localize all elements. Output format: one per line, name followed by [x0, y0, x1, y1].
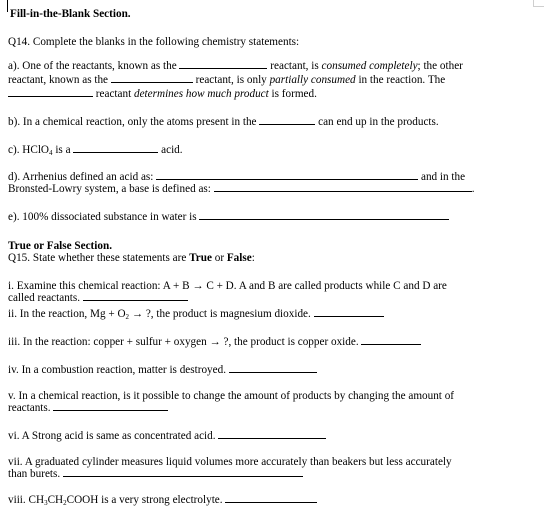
tf-v-line1: v. In a chemical reaction, is it possible to change the amount of products by changing the amount of: [8, 390, 455, 402]
blank-vi[interactable]: [218, 430, 326, 439]
tf-i-line1: i. Examine this chemical reaction: A + B → C + D. A and B are called products while C and D are: [8, 280, 447, 292]
q14-d-text: .: [471, 183, 475, 195]
tf-vi-text: vi. A Strong acid is same as concentrated acid.: [8, 430, 216, 442]
tf-section-title: True or False Section.: [8, 240, 112, 252]
q14-a-text: reactant, known as the: [8, 74, 109, 86]
q14-a-text: is formed.: [271, 88, 317, 100]
q15-text: or: [214, 252, 225, 264]
q14-a-line3: [8, 88, 528, 101]
tf-viii: [8, 494, 533, 507]
q14-a-italic: consumed completely: [321, 60, 418, 72]
page-corner: [533, 0, 544, 7]
q15-true: True: [189, 252, 212, 264]
q14-b-text: can end up in the products.: [318, 116, 439, 128]
q14-b: [8, 116, 528, 129]
blank-iii[interactable]: [361, 336, 421, 345]
q14-c: [8, 144, 528, 157]
q14-a-text: reactant, is only: [195, 74, 267, 86]
q14-d-text: d). Arrhenius defined an acid as:: [8, 171, 154, 183]
q14-a-text: ; the other: [417, 60, 463, 72]
blank-a1[interactable]: [179, 60, 267, 69]
q14-a-text: reactant, is: [270, 60, 319, 72]
tf-iii-text: iii. In the reaction: copper + sulfur + oxygen → ?, the product is copper oxide.: [8, 336, 359, 348]
q14-a-line1: [8, 60, 528, 73]
q14-e-text: e). 100% dissociated substance in water is: [8, 211, 197, 223]
tf-viii-text: CH: [47, 494, 64, 506]
blank-viii[interactable]: [225, 494, 317, 503]
q14-c-text: is a: [55, 144, 71, 156]
blank-v[interactable]: [53, 402, 168, 411]
q15-false: False: [226, 252, 252, 264]
blank-d1[interactable]: [156, 171, 418, 180]
q15-text: :: [251, 252, 255, 264]
tf-viii-text: viii. CH: [8, 494, 45, 506]
q14-d-line2: [8, 183, 528, 196]
q14-c-text: acid.: [161, 144, 183, 156]
subscript: 2: [63, 499, 67, 507]
tf-i-line2: [8, 292, 533, 305]
q14-a-italic: determines how much product: [134, 88, 269, 100]
fill-section-title: Fill-in-the-Blank Section.: [10, 8, 131, 20]
blank-vii[interactable]: [63, 468, 303, 477]
q14-a-text: reactant: [95, 88, 132, 100]
tf-vii-text: than burets.: [8, 468, 61, 480]
tf-iii: [8, 336, 533, 349]
tf-v-text: reactants.: [8, 402, 51, 414]
tf-vii-line1: vii. A graduated cylinder measures liquid volumes more accurately than beakers but less accurately: [8, 456, 452, 468]
subscript: 2: [125, 313, 130, 321]
blank-ii[interactable]: [314, 308, 384, 317]
tf-v-line2: [8, 402, 533, 415]
blank-d2[interactable]: [214, 183, 472, 192]
blank-i[interactable]: [83, 292, 188, 301]
tf-vi: [8, 430, 533, 443]
subscript: 4: [49, 149, 53, 157]
tf-ii: [8, 308, 533, 321]
q14-e: [8, 211, 528, 224]
q14-prompt: Q14. Complete the blanks in the following chemistry statements:: [8, 36, 300, 48]
blank-b[interactable]: [259, 116, 315, 125]
q14-d-text: Bronsted-Lowry system, a base is defined as:: [8, 183, 211, 195]
tf-viii-text: COOH is a very strong electrolyte.: [66, 494, 223, 506]
margin-line: [7, 0, 8, 12]
tf-i-text: called reactants.: [8, 292, 81, 304]
blank-c[interactable]: [73, 144, 158, 153]
q14-a-italic: partially consumed: [269, 74, 356, 86]
q15-text: Q15. State whether these statements are: [8, 252, 187, 264]
q14-c-text: c). HClO: [8, 144, 50, 156]
blank-e[interactable]: [199, 211, 449, 220]
blank-a3[interactable]: [8, 88, 93, 97]
tf-ii-text: → ?, the product is magnesium dioxide.: [131, 308, 311, 320]
tf-ii-text: ii. In the reaction, Mg + O: [8, 308, 126, 320]
q14-a-line2: [8, 74, 528, 87]
q14-a-text: in the reaction. The: [358, 74, 446, 86]
q14-b-text: b). In a chemical reaction, only the atoms present in the: [8, 116, 257, 128]
tf-iv: [8, 364, 533, 377]
tf-vii-line2: [8, 468, 533, 481]
blank-iv[interactable]: [229, 364, 317, 373]
blank-a2[interactable]: [111, 74, 193, 83]
subscript: 3: [44, 499, 48, 507]
q15-prompt: [8, 252, 255, 265]
q14-d-text: and in the: [420, 171, 466, 183]
tf-iv-text: iv. In a combustion reaction, matter is destroyed.: [8, 364, 226, 376]
q14-a-text: a). One of the reactants, known as the: [8, 60, 177, 72]
